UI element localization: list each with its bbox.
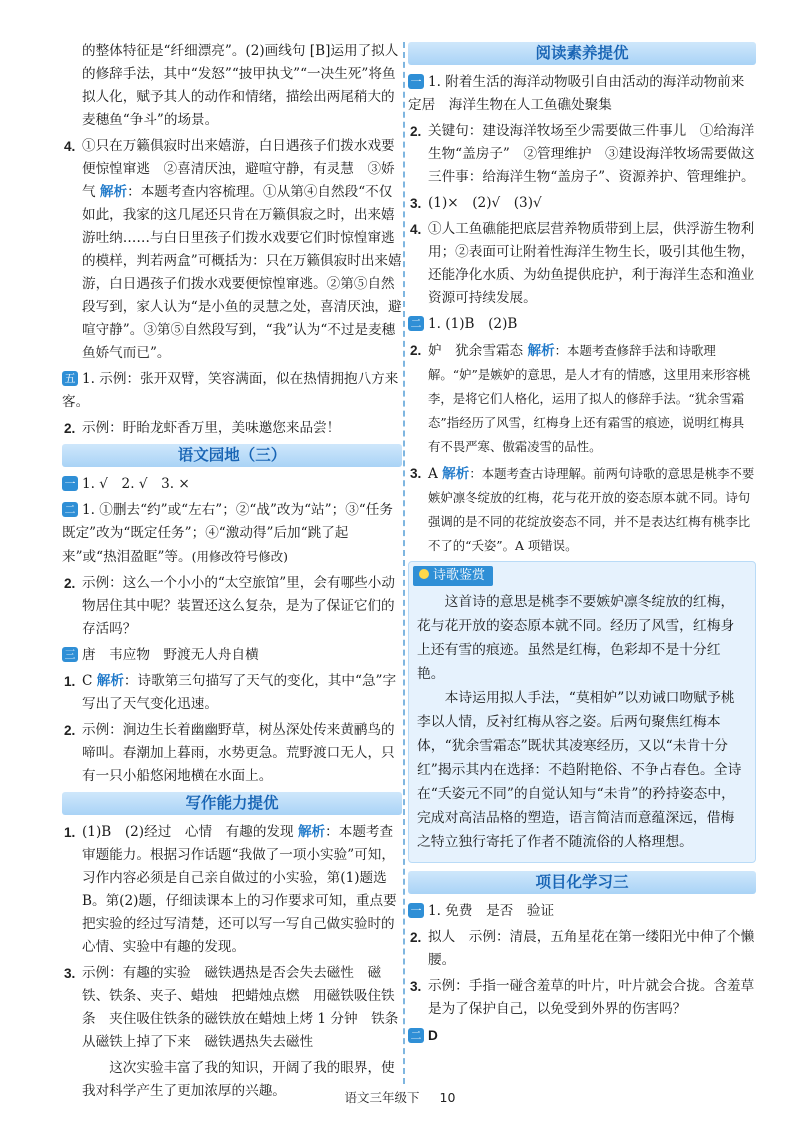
answer-text: 1. √ 2. √ 3. × bbox=[82, 476, 190, 492]
section-marker-icon: 三 bbox=[62, 647, 78, 662]
section-marker-icon: 二 bbox=[408, 1028, 424, 1043]
reading-part-2-q2 bbox=[408, 339, 756, 459]
answer-text: 关键句：建设海洋牧场至少需要做三件事儿 ①给海洋生物“盖房子” ②管理维护 ③建设海洋牧场需要做这三件事：给海洋生物“盖房子”、资源养护、管理维护。 bbox=[428, 123, 755, 185]
question-number: 1. bbox=[64, 825, 76, 840]
question-number: 2. bbox=[64, 421, 76, 436]
reading-part-1 bbox=[408, 71, 756, 117]
answer-text: D bbox=[428, 1028, 438, 1043]
section-5-q2 bbox=[62, 417, 402, 440]
section-marker-icon: 一 bbox=[62, 476, 78, 491]
answer-text: 示例：有趣的实验 磁铁遇热是否会失去磁性 磁铁、铁条、夹子、蜡烛 把蜡烛点燃 用磁铁吸住铁条 夹住吸住铁条的磁铁放在蜡烛上烤 1 分钟 铁条从磁铁上掉了下来 磁铁遇热失去磁性 bbox=[82, 965, 399, 1050]
answer-text: C bbox=[82, 673, 93, 689]
reading-part-2-q3 bbox=[408, 462, 756, 558]
part-2-q2 bbox=[62, 572, 402, 641]
project-part-2 bbox=[408, 1024, 756, 1048]
analysis-label: 解析 bbox=[99, 184, 128, 200]
analysis-label: 解析 bbox=[96, 673, 124, 689]
poetry-appreciation-box bbox=[408, 561, 756, 863]
answer-text: 1. ①删去“约”或“左右”；②“战”改为“站”；③“任务既定”改为“既定任务”；④“激动得”后加“跳了起来”或“热泪盈眶”等。 bbox=[62, 502, 393, 565]
section-marker-icon: 二 bbox=[408, 316, 424, 331]
part-3-q2 bbox=[62, 719, 402, 788]
answer-text: (1)× (2)√ (3)√ bbox=[428, 195, 542, 211]
question-number: 2. bbox=[64, 723, 76, 738]
answer-text: 示例：涧边生长着幽幽野草，树丛深处传来黄鹂鸟的啼叫。春潮加上暮雨，水势更急。荒野渡口无人，只有一只小船悠闲地横在水面上。 bbox=[82, 722, 395, 784]
poetry-paragraph-1: 这首诗的意思是桃李不要嫉妒凛冬绽放的红梅，花与花开放的姿态原本就不同。经历了风雪，红梅身上还有雪的痕迹。虽然是红梅，色彩却不是十分红艳。 bbox=[417, 594, 735, 682]
question-number: 2. bbox=[410, 124, 422, 139]
answer-text: 1. (1)B (2)B bbox=[428, 316, 518, 332]
question-number: 3. bbox=[410, 466, 422, 481]
reading-q4 bbox=[408, 218, 756, 310]
project-q2 bbox=[408, 926, 756, 972]
part-3 bbox=[62, 644, 402, 667]
page-number: 10 bbox=[439, 1090, 456, 1105]
column-divider bbox=[403, 42, 405, 1084]
section-marker-icon: 五 bbox=[62, 371, 78, 386]
question-number: 4. bbox=[64, 139, 76, 154]
answer-text: A bbox=[428, 466, 438, 482]
poetry-paragraph-2: 本诗运用拟人手法，“莫相妒”以劝诫口吻赋予桃李以人情，反衬红梅从容之姿。后两句聚焦红梅本体，“犹余雪霜态”既状其凌寒经历，又以“未肯十分红”揭示其内在选择：不趋附艳俗、不争占春色。全诗在“夭姿元不同”的自觉认知与“未肯”的矜持姿态中，完成对高洁品格的塑造，语言简洁而意蕴深远，借梅之特立独行寄托了作者不随流俗的人格理想。 bbox=[417, 690, 742, 850]
project-q3 bbox=[408, 975, 756, 1021]
footer-subject: 语文三年级下 bbox=[344, 1090, 420, 1105]
part-2 bbox=[62, 499, 402, 569]
question-number: 4. bbox=[410, 222, 422, 237]
analysis-text: ：本题考查古诗理解。前两句诗歌的意思是桃李不要嫉妒凛冬绽放的红梅，花与花开放的姿态原本就不同。诗句强调的是不同的花绽放姿态不同，并不是表达红梅有桃李比不了的“夭姿”。A 项错误。 bbox=[428, 466, 755, 553]
analysis-text: ：本题考查修辞手法和诗歌理解。“妒”是嫉妒的意思，是人才有的情感，这里用来形容桃李，是将它们人格化，运用了拟人的修辞手法。“犹余雪霜态”指经历了风雪，红梅身上还有霜雪的痕迹，说明红梅具有不畏严寒、傲霜凌雪的品性。 bbox=[428, 343, 751, 454]
answer-text: (1)B (2)经过 心情 有趣的发现 bbox=[82, 824, 294, 840]
writing-q3-ending: 这次实验丰富了我的知识，开阔了我的眼界，使我对科学产生了更加浓厚的兴趣。 bbox=[82, 1060, 395, 1099]
answer-text: 拟人 示例：清晨，五角星花在第一缕阳光中伸了个懒腰。 bbox=[428, 929, 755, 968]
section-marker-icon: 二 bbox=[62, 502, 78, 517]
answer-text: 妒 犹余雪霜态 bbox=[428, 343, 524, 359]
answer-text: ①人工鱼礁能把底层营养物质带到上层，供浮游生物利用；②表面可让附着性海洋生物生长，吸引其他生物，还能净化水质、为幼鱼提供庇护，利于海洋生态和渔业资源可持续发展。 bbox=[428, 221, 755, 306]
left-column bbox=[62, 40, 402, 1106]
answer-text: 1. 附着生活的海洋动物吸引自由活动的海洋动物前来定居 海洋生物在人工鱼礁处聚集 bbox=[408, 74, 745, 113]
analysis-label: 解析 bbox=[442, 466, 470, 482]
reading-part-2 bbox=[408, 313, 756, 336]
reading-q2 bbox=[408, 120, 756, 189]
question-number: 1. bbox=[64, 674, 76, 689]
part-3-q1 bbox=[62, 670, 402, 716]
question-number: 2. bbox=[410, 343, 422, 358]
analysis-text: ：诗歌第三句描写了天气的变化，其中“急”字写出了天气变化迅速。 bbox=[82, 673, 397, 712]
question-number: 2. bbox=[64, 576, 76, 591]
answer-text: 1. 示例：张开双臂，笑容满面，似在热情拥抱八方来客。 bbox=[62, 371, 399, 410]
reading-q3 bbox=[408, 192, 756, 215]
note-text: (用修改符号修改) bbox=[191, 549, 289, 564]
writing-q3 bbox=[62, 962, 402, 1054]
analysis-text: ：本题考查审题能力。根据习作话题“我做了一项小实验”可知，习作内容必须是自己亲自做过的小实验，第(1)题选B。第(2)题，仔细读课本上的习作要求可知，重点要把实验的经过写清楚，还可以写一写自己做实验时的心情、实验中有趣的发现。 bbox=[82, 824, 397, 955]
page-footer bbox=[0, 1088, 800, 1106]
project-part-1 bbox=[408, 900, 756, 923]
section-heading-project: 项目化学习三 bbox=[408, 871, 756, 894]
section-5 bbox=[62, 368, 402, 414]
answer-text: 示例：手指一碰含羞草的叶片，叶片就会合拢。含羞草是为了保护自己，以免受到外界的伤害吗？ bbox=[428, 978, 755, 1017]
question-number: 3. bbox=[410, 196, 422, 211]
analysis-label: 解析 bbox=[527, 343, 555, 359]
analysis-label: 解析 bbox=[297, 824, 326, 840]
section-marker-icon: 一 bbox=[408, 903, 424, 918]
answer-text: 1. 免费 是否 验证 bbox=[428, 903, 555, 919]
intro-paragraph: 的整体特征是“纤细漂亮”。(2)画线句 [B]运用了拟人的修辞手法，其中“发怒”“披甲执戈”“一决生死”将鱼拟人化，赋予其人的动作和情绪，描绘出两尾稍大的麦穗鱼“争斗”的场景。 bbox=[82, 43, 399, 128]
question-number: 2. bbox=[410, 930, 422, 945]
analysis-text: ：本题考查内容梳理。①从第④自然段“不仅如此，我家的这几尾还只肯在万籁俱寂之时，出来嬉游吐纳……与白日里孩子们拨水戏要它们时惊惶窜逃的模样，判若两盒”可概括为：只在万籁俱寂时出来嬉游，白日遇孩子们拨水戏要便惊惶窜逃。②第⑤自然段写到，家人认为“是小鱼的灵慧之处，喜清厌浊，避喧守静”。③第⑤自然段写到，“我”认为“不过是麦穗鱼娇气而已”。 bbox=[82, 184, 402, 361]
answer-text: 示例：这么一个小小的“太空旅馆”里，会有哪些小动物居住其中呢？装置还这么复杂，是为了保证它们的存活吗？ bbox=[82, 575, 395, 637]
section-heading-writing: 写作能力提优 bbox=[62, 792, 402, 815]
question-number: 3. bbox=[410, 979, 422, 994]
section-marker-icon: 一 bbox=[408, 74, 424, 89]
answer-text: 唐 韦应物 野渡无人舟自横 bbox=[82, 647, 259, 663]
answer-text: ①只在万籁俱寂时出来嬉游，白日遇孩子们拨水戏要便惊惶窜逃 ②喜清厌浊，避喧守静，有灵慧 ③娇气 bbox=[82, 138, 395, 200]
answer-text: 示例：盱眙龙虾香万里，美味邀您来品尝！ bbox=[82, 420, 341, 436]
writing-q1 bbox=[62, 821, 402, 959]
section-heading-reading: 阅读素养提优 bbox=[408, 42, 756, 65]
lightbulb-icon bbox=[419, 569, 429, 579]
section-heading-yuwen-yuandi: 语文园地（三） bbox=[62, 444, 402, 467]
poetry-tag-label: 诗歌鉴赏 bbox=[433, 568, 486, 583]
part-1 bbox=[62, 473, 402, 496]
question-number: 3. bbox=[64, 966, 76, 981]
question-4 bbox=[62, 135, 402, 365]
poetry-appreciation-tag bbox=[413, 566, 493, 586]
right-column bbox=[408, 40, 756, 1051]
